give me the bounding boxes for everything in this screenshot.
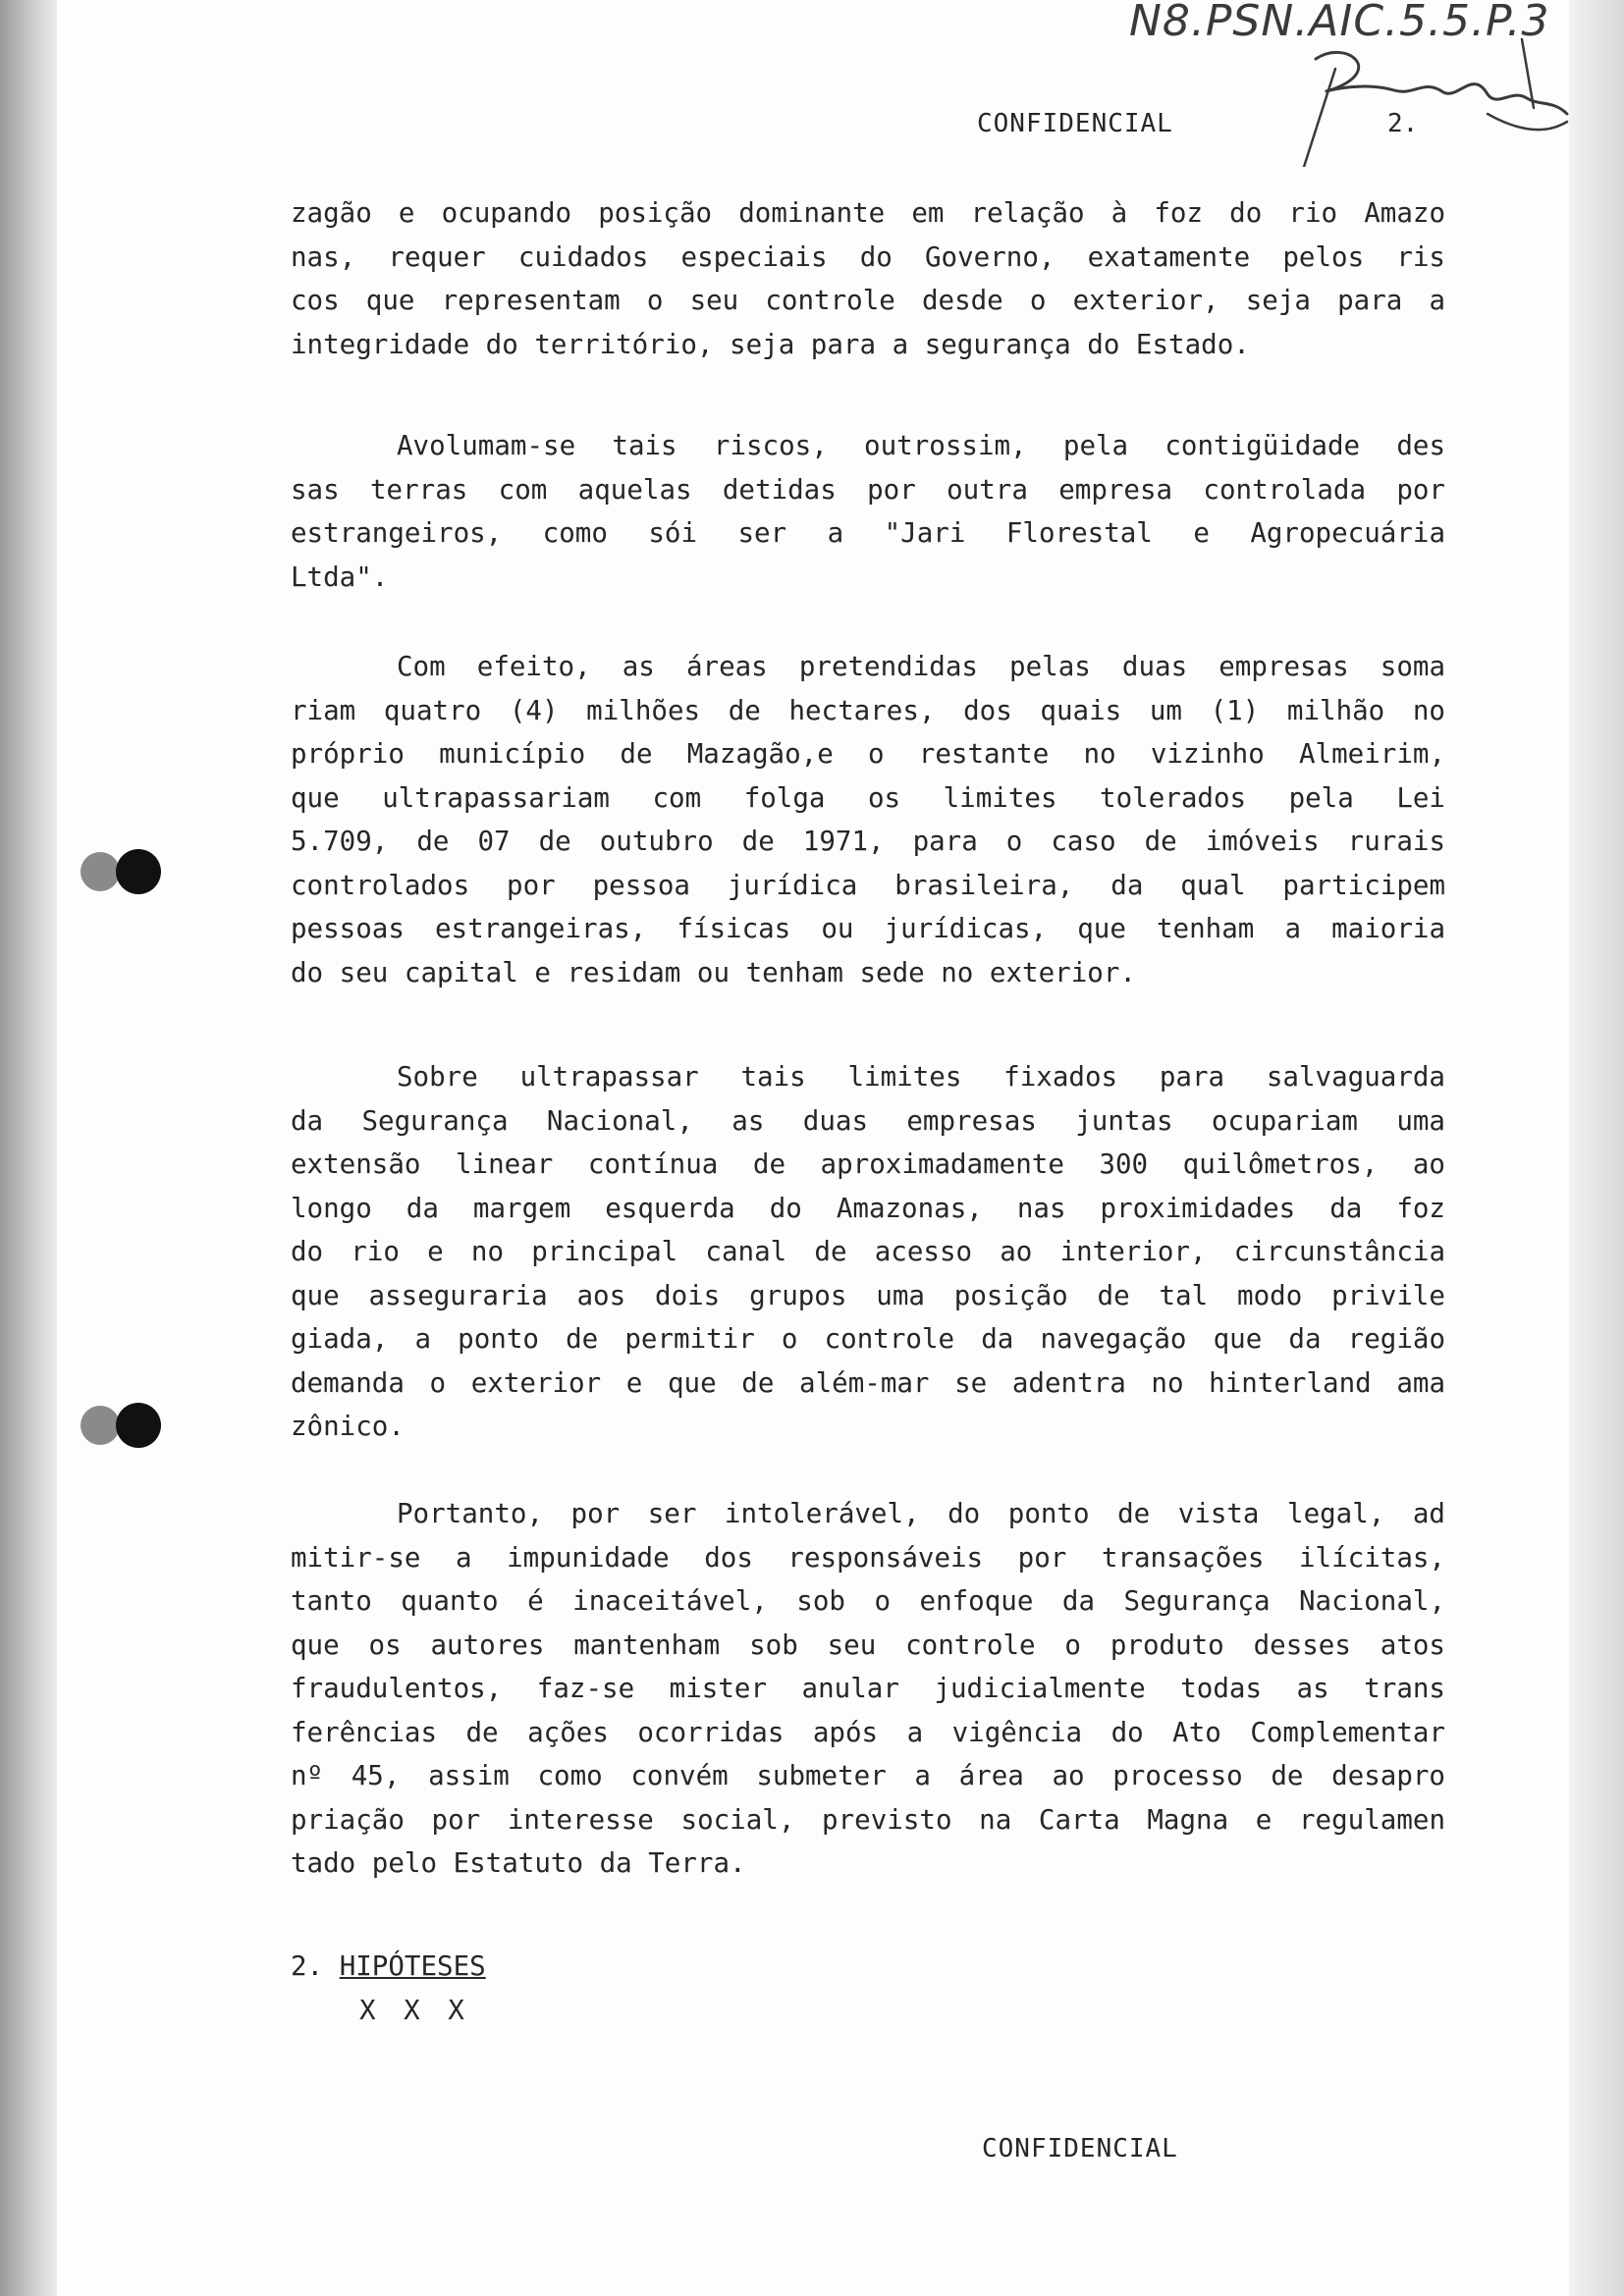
text-line: fraudulentos, faz-se mister anular judicialmente todas as trans xyxy=(291,1673,1445,1704)
paragraph xyxy=(291,1492,1445,1886)
text-line: Sobre ultrapassar tais limites fixados para salvaguarda xyxy=(397,1061,1445,1093)
footer-confidential: CONFIDENCIAL xyxy=(982,2134,1178,2163)
text-line: longo da margem esquerda do Amazonas, nas proximidades da foz xyxy=(291,1192,1445,1224)
paragraph xyxy=(291,645,1445,994)
text-line: Ltda". xyxy=(291,561,389,593)
text-line: que os autores mantenham sob seu controle o produto desses atos xyxy=(291,1629,1445,1661)
text-line: da Segurança Nacional, as duas empresas juntas ocupariam uma xyxy=(291,1104,1445,1137)
punch-hole-bottom xyxy=(116,1403,161,1448)
section-marker: X X X xyxy=(359,1995,470,2026)
signature-mark xyxy=(1276,29,1571,167)
text-line: do seu capital e residam ou tenham sede no exterior. xyxy=(291,956,1136,988)
text-line: tado pelo Estatuto da Terra. xyxy=(291,1847,746,1879)
punch-hole-shadow-top xyxy=(81,852,120,891)
punch-hole-shadow-bottom xyxy=(81,1406,120,1445)
header-confidential: CONFIDENCIAL xyxy=(977,109,1173,138)
text-line: integridade do território, seja para a segurança do Estado. xyxy=(291,328,1250,360)
text-line: próprio município de Mazagão,e o restante no vizinho Almeirim, xyxy=(291,738,1445,770)
text-line: do rio e no principal canal de acesso ao interior, circunstância xyxy=(291,1236,1445,1267)
text-line: zônico. xyxy=(291,1411,405,1442)
section-heading xyxy=(291,1950,486,1982)
text-line: pessoas estrangeiras, físicas ou jurídicas, que tenham a maioria xyxy=(291,913,1445,944)
paragraph xyxy=(291,1055,1445,1449)
paragraph xyxy=(291,191,1445,366)
text-line: tanto quanto é inaceitável, sob o enfoque da Segurança Nacional, xyxy=(291,1585,1445,1617)
section-number: 2. xyxy=(291,1950,324,1982)
text-line: Portanto, por ser intolerável, do ponto de vista legal, ad xyxy=(397,1498,1445,1529)
text-line: nas, requer cuidados especiais do Governo, exatamente pelos ris xyxy=(291,240,1445,273)
paragraph xyxy=(291,424,1445,599)
section-title: HIPÓTESES xyxy=(339,1950,486,1982)
text-line: ferências de ações ocorridas após a vigência do Ato Complementar xyxy=(291,1716,1445,1748)
text-line: nº 45, assim como convém submeter a área ao processo de desapro xyxy=(291,1760,1445,1791)
text-line: demanda o exterior e que de além-mar se adentra no hinterland ama xyxy=(291,1366,1445,1399)
text-line: mitir-se a impunidade dos responsáveis por transações ilícitas, xyxy=(291,1541,1445,1574)
archive-code: N8.PSN.AIC.5.5.P.3 xyxy=(1129,0,1550,46)
scan-edge-right xyxy=(1569,0,1624,2296)
text-line: 5.709, de 07 de outubro de 1971, para o caso de imóveis rurais xyxy=(291,826,1445,857)
text-line: que ultrapassariam com folga os limites tolerados pela Lei xyxy=(291,781,1445,814)
text-line: priação por interesse social, previsto na Carta Magna e regulamen xyxy=(291,1803,1445,1836)
text-line: zagão e ocupando posição dominante em relação à foz do rio Amazo xyxy=(291,197,1445,229)
page-number: 2. xyxy=(1387,109,1419,138)
scan-edge-left xyxy=(0,0,57,2296)
text-line: riam quatro (4) milhões de hectares, dos quais um (1) milhão no xyxy=(291,694,1445,726)
text-line: que asseguraria aos dois grupos uma posição de tal modo privile xyxy=(291,1279,1445,1311)
text-line: controlados por pessoa jurídica brasileira, da qual participem xyxy=(291,869,1445,901)
punch-hole-top xyxy=(116,849,161,894)
text-line: Avolumam-se tais riscos, outrossim, pela contigüidade des xyxy=(397,430,1445,461)
text-line: giada, a ponto de permitir o controle da navegação que da região xyxy=(291,1323,1445,1355)
text-line: extensão linear contínua de aproximadamente 300 quilômetros, ao xyxy=(291,1148,1445,1180)
text-line: sas terras com aquelas detidas por outra empresa controlada por xyxy=(291,473,1445,506)
text-line: cos que representam o seu controle desde o exterior, seja para a xyxy=(291,285,1445,316)
text-line: Com efeito, as áreas pretendidas pelas duas empresas soma xyxy=(397,651,1445,682)
text-line: estrangeiros, como sói ser a "Jari Florestal e Agropecuária xyxy=(291,517,1445,549)
